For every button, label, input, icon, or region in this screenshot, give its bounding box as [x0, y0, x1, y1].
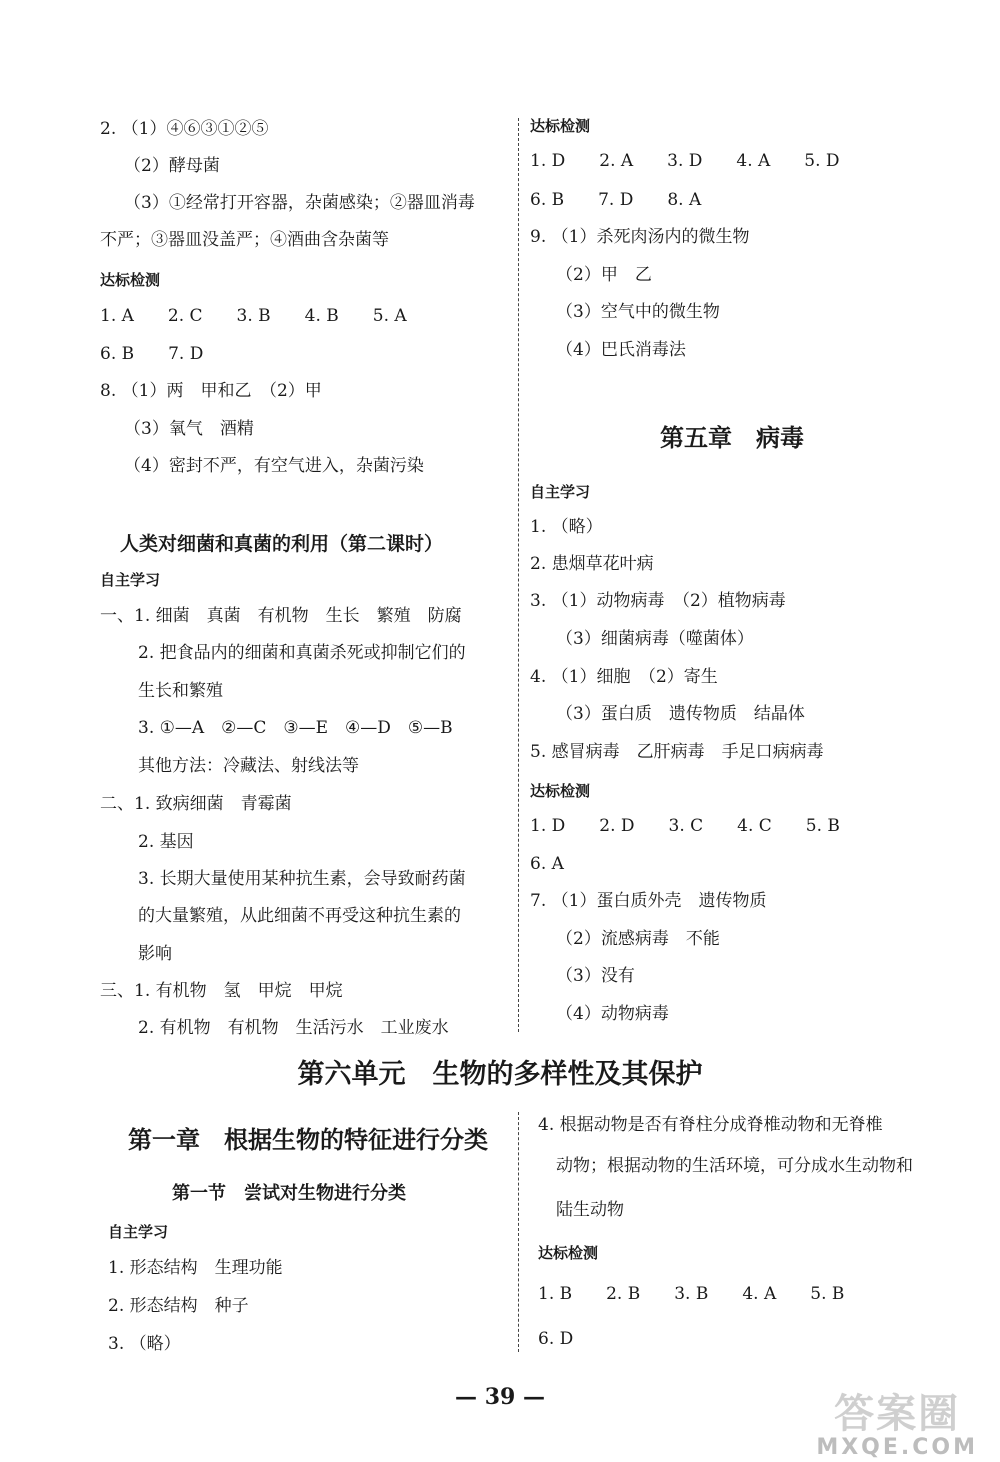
watermark-top: 答案圈	[834, 1391, 961, 1437]
answer-line: 2. 把食品内的细菌和真菌杀死或抑制它们的	[138, 643, 466, 663]
answer-line: 1. D 2. A 3. D 4. A 5. D	[530, 151, 840, 171]
answer-line: 三、1. 有机物 氢 甲烷 甲烷	[100, 981, 343, 1001]
answer-line: （3）细菌病毒（噬菌体）	[556, 629, 754, 649]
answer-line: 2. 基因	[138, 832, 194, 852]
unit-title: 第六单元 生物的多样性及其保护	[297, 1059, 703, 1090]
answer-line: 1. D 2. D 3. C 4. C 5. B	[530, 816, 840, 836]
answer-line: （3）空气中的微生物	[556, 302, 720, 322]
heading-check: 达标检测	[100, 271, 161, 289]
answer-line: （4）动物病毒	[556, 1004, 669, 1024]
answer-line: 3. （1）动物病毒 （2）植物病毒	[530, 591, 786, 611]
answer-line: 2. （1）④⑥③①②⑤	[100, 119, 269, 139]
answer-line: 2. 有机物 有机物 生活污水 工业废水	[138, 1018, 449, 1038]
answer-line: 的大量繁殖，从此细菌不再受这种抗生素的	[138, 906, 461, 926]
answer-line: （2）流感病毒 不能	[556, 929, 720, 949]
answer-line: 3. 长期大量使用某种抗生素，会导致耐药菌	[138, 869, 466, 889]
page-number: — 39 —	[455, 1384, 545, 1410]
answer-line: 1. 形态结构 生理功能	[108, 1258, 283, 1278]
answer-line: 陆生动物	[556, 1200, 624, 1220]
answer-line: 1. B 2. B 3. B 4. A 5. B	[538, 1284, 845, 1304]
chapter-title: 第一章 根据生物的特征进行分类	[128, 1125, 488, 1154]
answer-line: （2）酵母菌	[124, 156, 220, 176]
column-divider	[518, 1112, 519, 1352]
answer-line: 9. （1）杀死肉汤内的微生物	[530, 227, 750, 247]
answer-line: 7. （1）蛋白质外壳 遗传物质	[530, 891, 767, 911]
heading-check: 达标检测	[538, 1244, 599, 1262]
answer-line: 6. B 7. D 8. A	[530, 190, 702, 210]
answer-line: 一、1. 细菌 真菌 有机物 生长 繁殖 防腐	[100, 606, 462, 626]
section-title: 人类对细菌和真菌的利用（第二课时）	[120, 533, 444, 555]
answer-line: 6. B 7. D	[100, 344, 204, 364]
answer-line: 3. ①—A ②—C ③—E ④—D ⑤—B	[138, 718, 453, 738]
section-title: 第一节 尝试对生物进行分类	[172, 1183, 406, 1204]
answer-line: 其他方法：冷藏法、射线法等	[138, 756, 359, 776]
answer-line: 不严；③器皿没盖严；④酒曲含杂菌等	[100, 230, 389, 250]
answer-line: 二、1. 致病细菌 青霉菌	[100, 794, 292, 814]
answer-line: 6. A	[530, 854, 564, 874]
watermark-logo	[816, 1392, 978, 1460]
answer-line: （3）蛋白质 遗传物质 结晶体	[556, 704, 805, 724]
answer-line: （3）没有	[556, 966, 635, 986]
answer-line: （4）巴氏消毒法	[556, 340, 686, 360]
answer-line: 2. 形态结构 种子	[108, 1296, 249, 1316]
answer-line: （4）密封不严，有空气进入，杂菌污染	[124, 456, 424, 476]
chapter-title: 第五章 病毒	[660, 423, 804, 452]
answer-line: 8. （1）两 甲和乙 （2）甲	[100, 381, 322, 401]
answer-line: 1. （略）	[530, 517, 603, 537]
column-divider	[518, 118, 519, 1032]
answer-line: 1. A 2. C 3. B 4. B 5. A	[100, 306, 407, 326]
heading-check: 达标检测	[530, 117, 591, 135]
answer-line: （2）甲 乙	[556, 265, 652, 285]
answer-line: （3）①经常打开容器，杂菌感染；②器皿消毒	[124, 193, 475, 213]
answer-line: 动物；根据动物的生活环境，可分成水生动物和	[556, 1156, 913, 1176]
heading-self-study: 自主学习	[100, 571, 161, 589]
answer-line: 4. 根据动物是否有脊柱分成脊椎动物和无脊椎	[538, 1115, 883, 1135]
answer-line: （3）氧气 酒精	[124, 419, 254, 439]
heading-self-study: 自主学习	[530, 483, 591, 501]
answer-line: 2. 患烟草花叶病	[530, 554, 654, 574]
heading-self-study: 自主学习	[108, 1223, 169, 1241]
answer-line: 4. （1）细胞 （2）寄生	[530, 667, 718, 687]
watermark-bottom: MXQE.COM	[816, 1435, 978, 1460]
answer-line: 6. D	[538, 1329, 574, 1349]
answer-line: 3. （略）	[108, 1334, 181, 1354]
answer-line: 生长和繁殖	[138, 681, 223, 701]
answer-line: 影响	[138, 944, 172, 964]
answer-line: 5. 感冒病毒 乙肝病毒 手足口病病毒	[530, 742, 824, 762]
heading-check: 达标检测	[530, 782, 591, 800]
